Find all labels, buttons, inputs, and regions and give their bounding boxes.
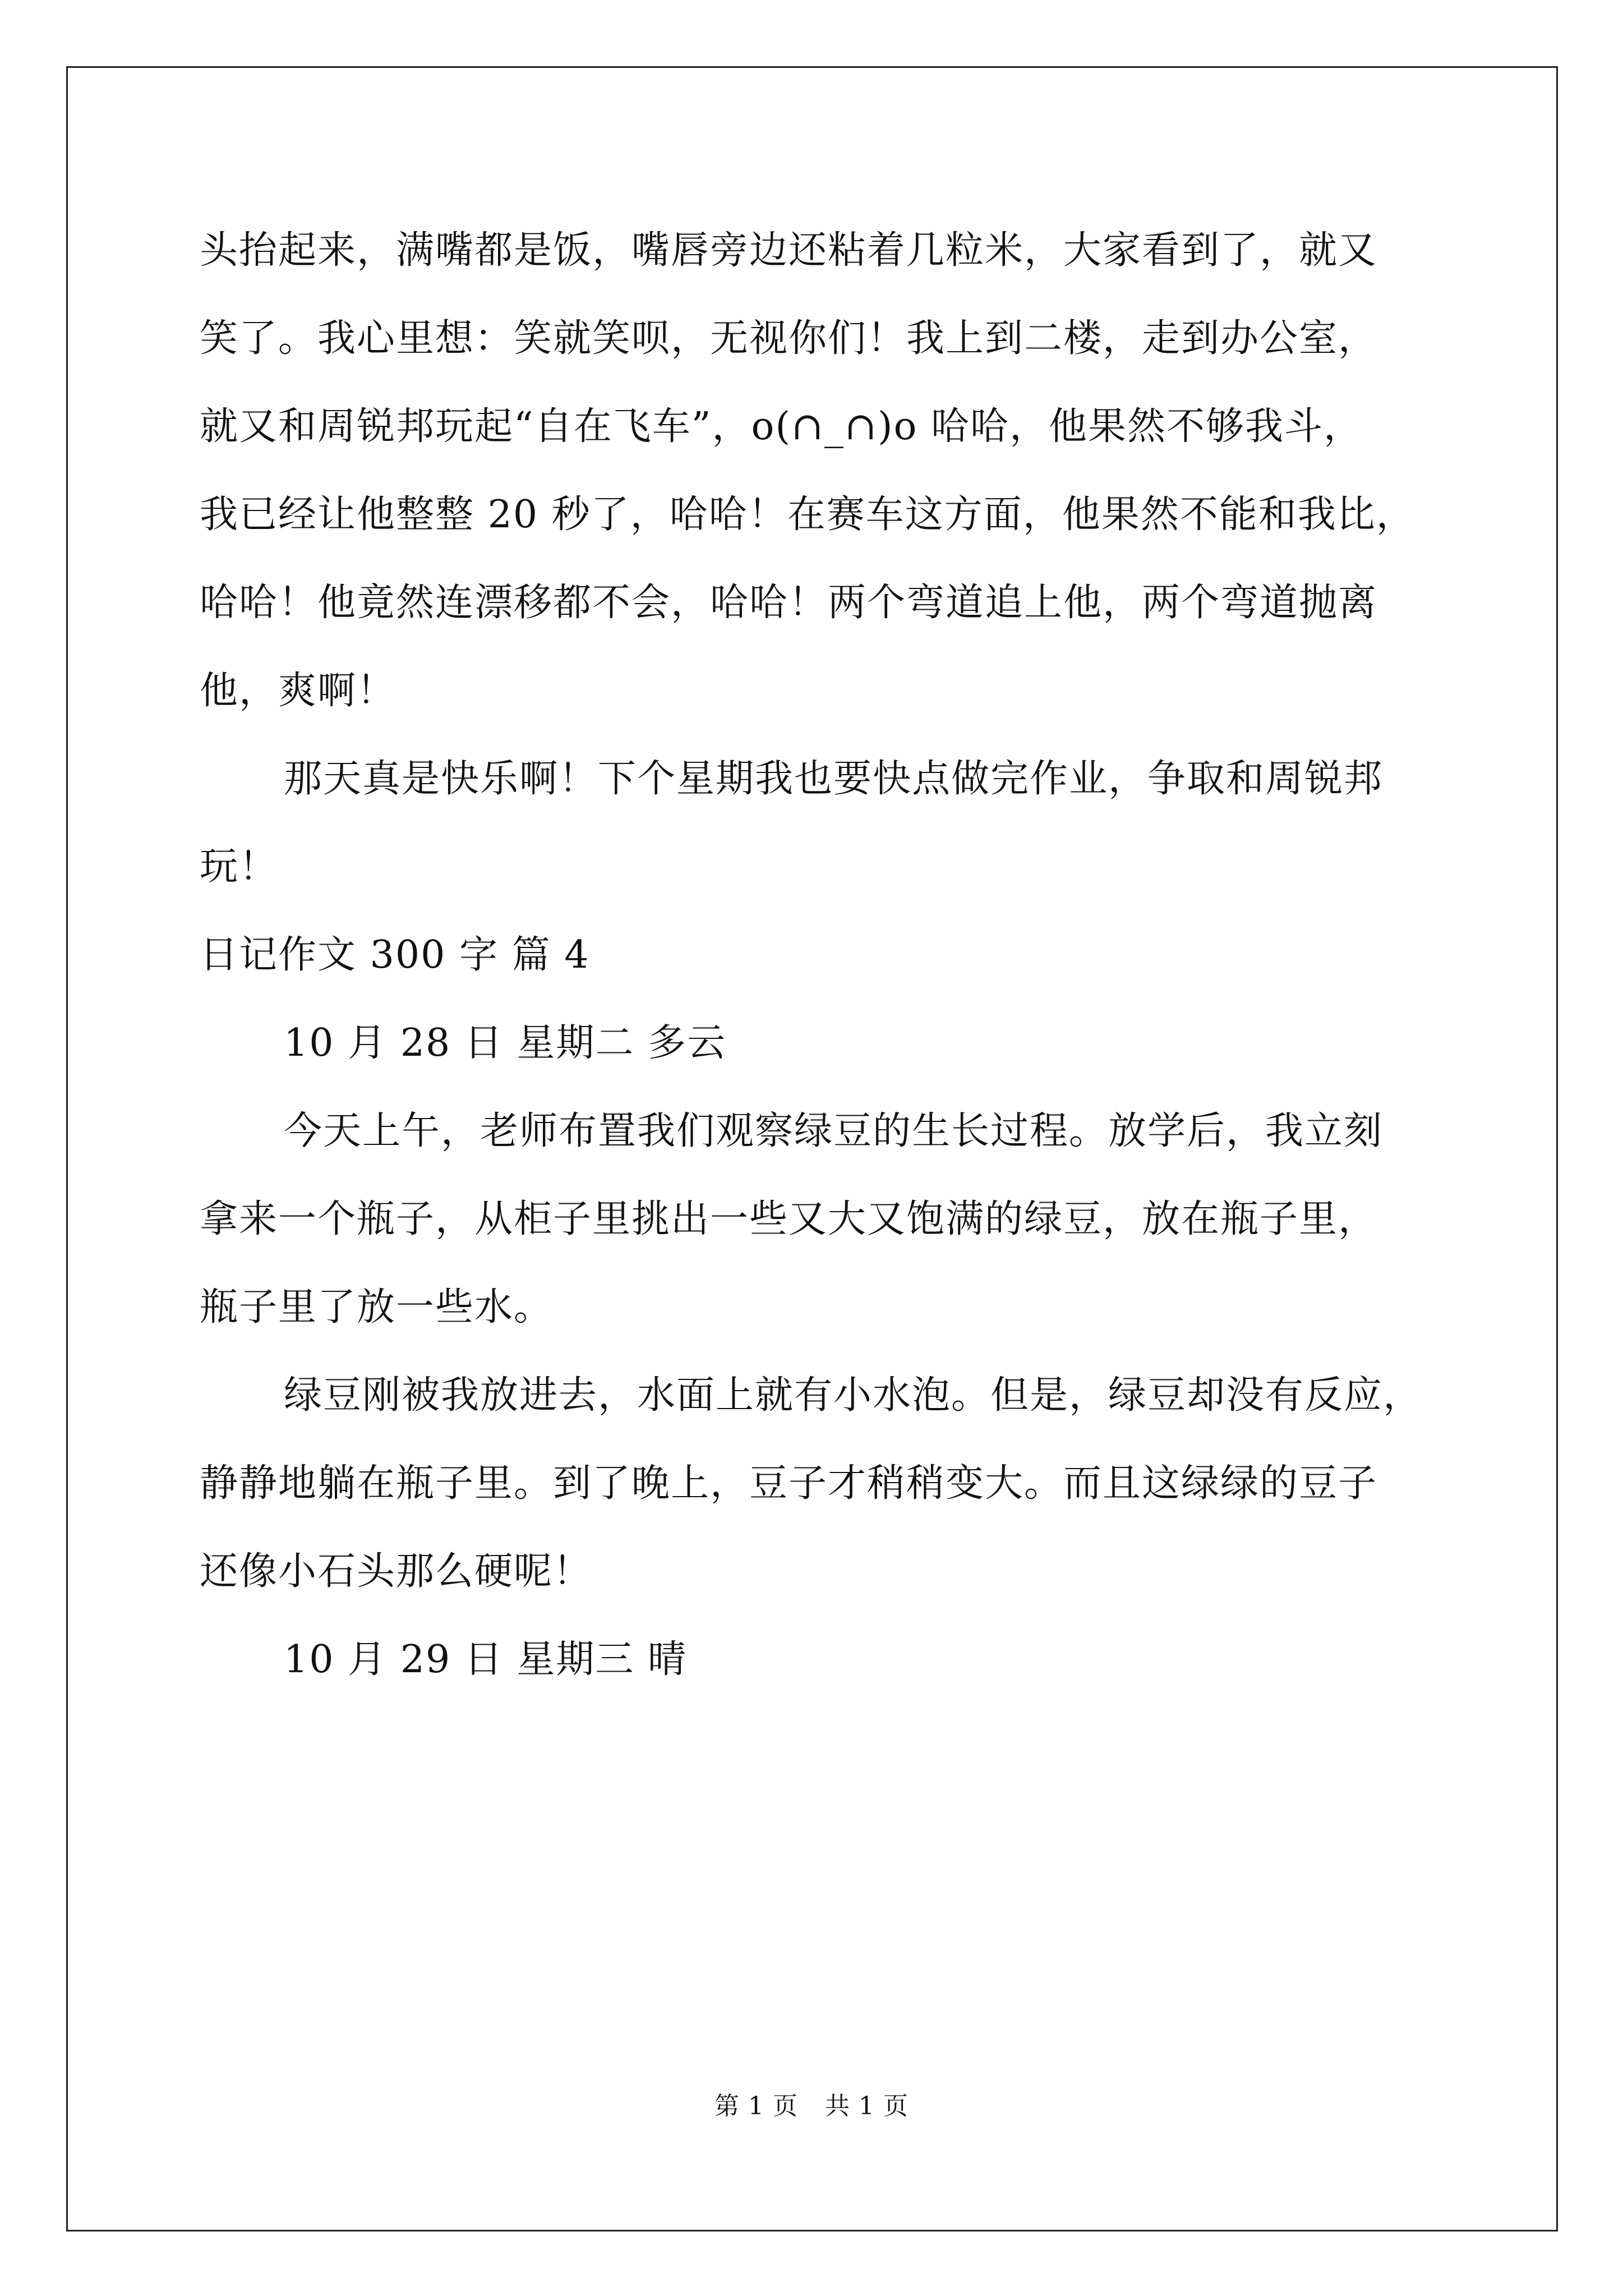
diary-date: 10 月 28 日 星期二 多云: [284, 1021, 727, 1065]
page-footer: [0, 2086, 1623, 2122]
text-line: 还像小石头那么硬呢！: [200, 1549, 593, 1594]
paragraph-start: 绿豆刚被我放进去，水面上就有小水泡。但是，绿豆却没有反应，: [284, 1373, 1423, 1418]
text-line: 头抬起来，满嘴都是饭，嘴唇旁边还粘着几粒米，大家看到了，就又: [200, 228, 1378, 273]
section-heading: 日记作文 300 字 篇 4: [200, 933, 590, 977]
page-total: 共 1 页: [825, 2092, 909, 2120]
diary-date: 10 月 29 日 星期三 晴: [284, 1637, 688, 1682]
text-line: 我已经让他整整 20 秒了，哈哈！在赛车这方面，他果然不能和我比，: [200, 493, 1415, 537]
page-number: 第 1 页: [714, 2092, 798, 2120]
text-line: 哈哈！他竟然连漂移都不会，哈哈！两个弯道追上他，两个弯道抛离: [200, 581, 1378, 625]
paragraph-start: 今天上午，老师布置我们观察绿豆的生长过程。放学后，我立刻: [284, 1109, 1384, 1153]
text-line: 静静地躺在瓶子里。到了晚上，豆子才稍稍变大。而且这绿绿的豆子: [200, 1461, 1378, 1506]
text-line: 笑了。我心里想：笑就笑呗，无视你们！我上到二楼，走到办公室，: [200, 316, 1378, 361]
text-line: 就又和周锐邦玩起“自在飞车”，o(∩_∩)o 哈哈，他果然不够我斗，: [200, 404, 1363, 449]
paragraph-start: 那天真是快乐啊！下个星期我也要快点做完作业，争取和周锐邦: [284, 757, 1384, 801]
text-line: 玩！: [200, 845, 279, 889]
text-line: 他，爽啊！: [200, 669, 396, 713]
text-line: 瓶子里了放一些水。: [200, 1285, 554, 1329]
document-body: [200, 206, 1456, 1704]
text-line: 拿来一个瓶子，从柜子里挑出一些又大又饱满的绿豆，放在瓶子里，: [200, 1197, 1378, 1241]
